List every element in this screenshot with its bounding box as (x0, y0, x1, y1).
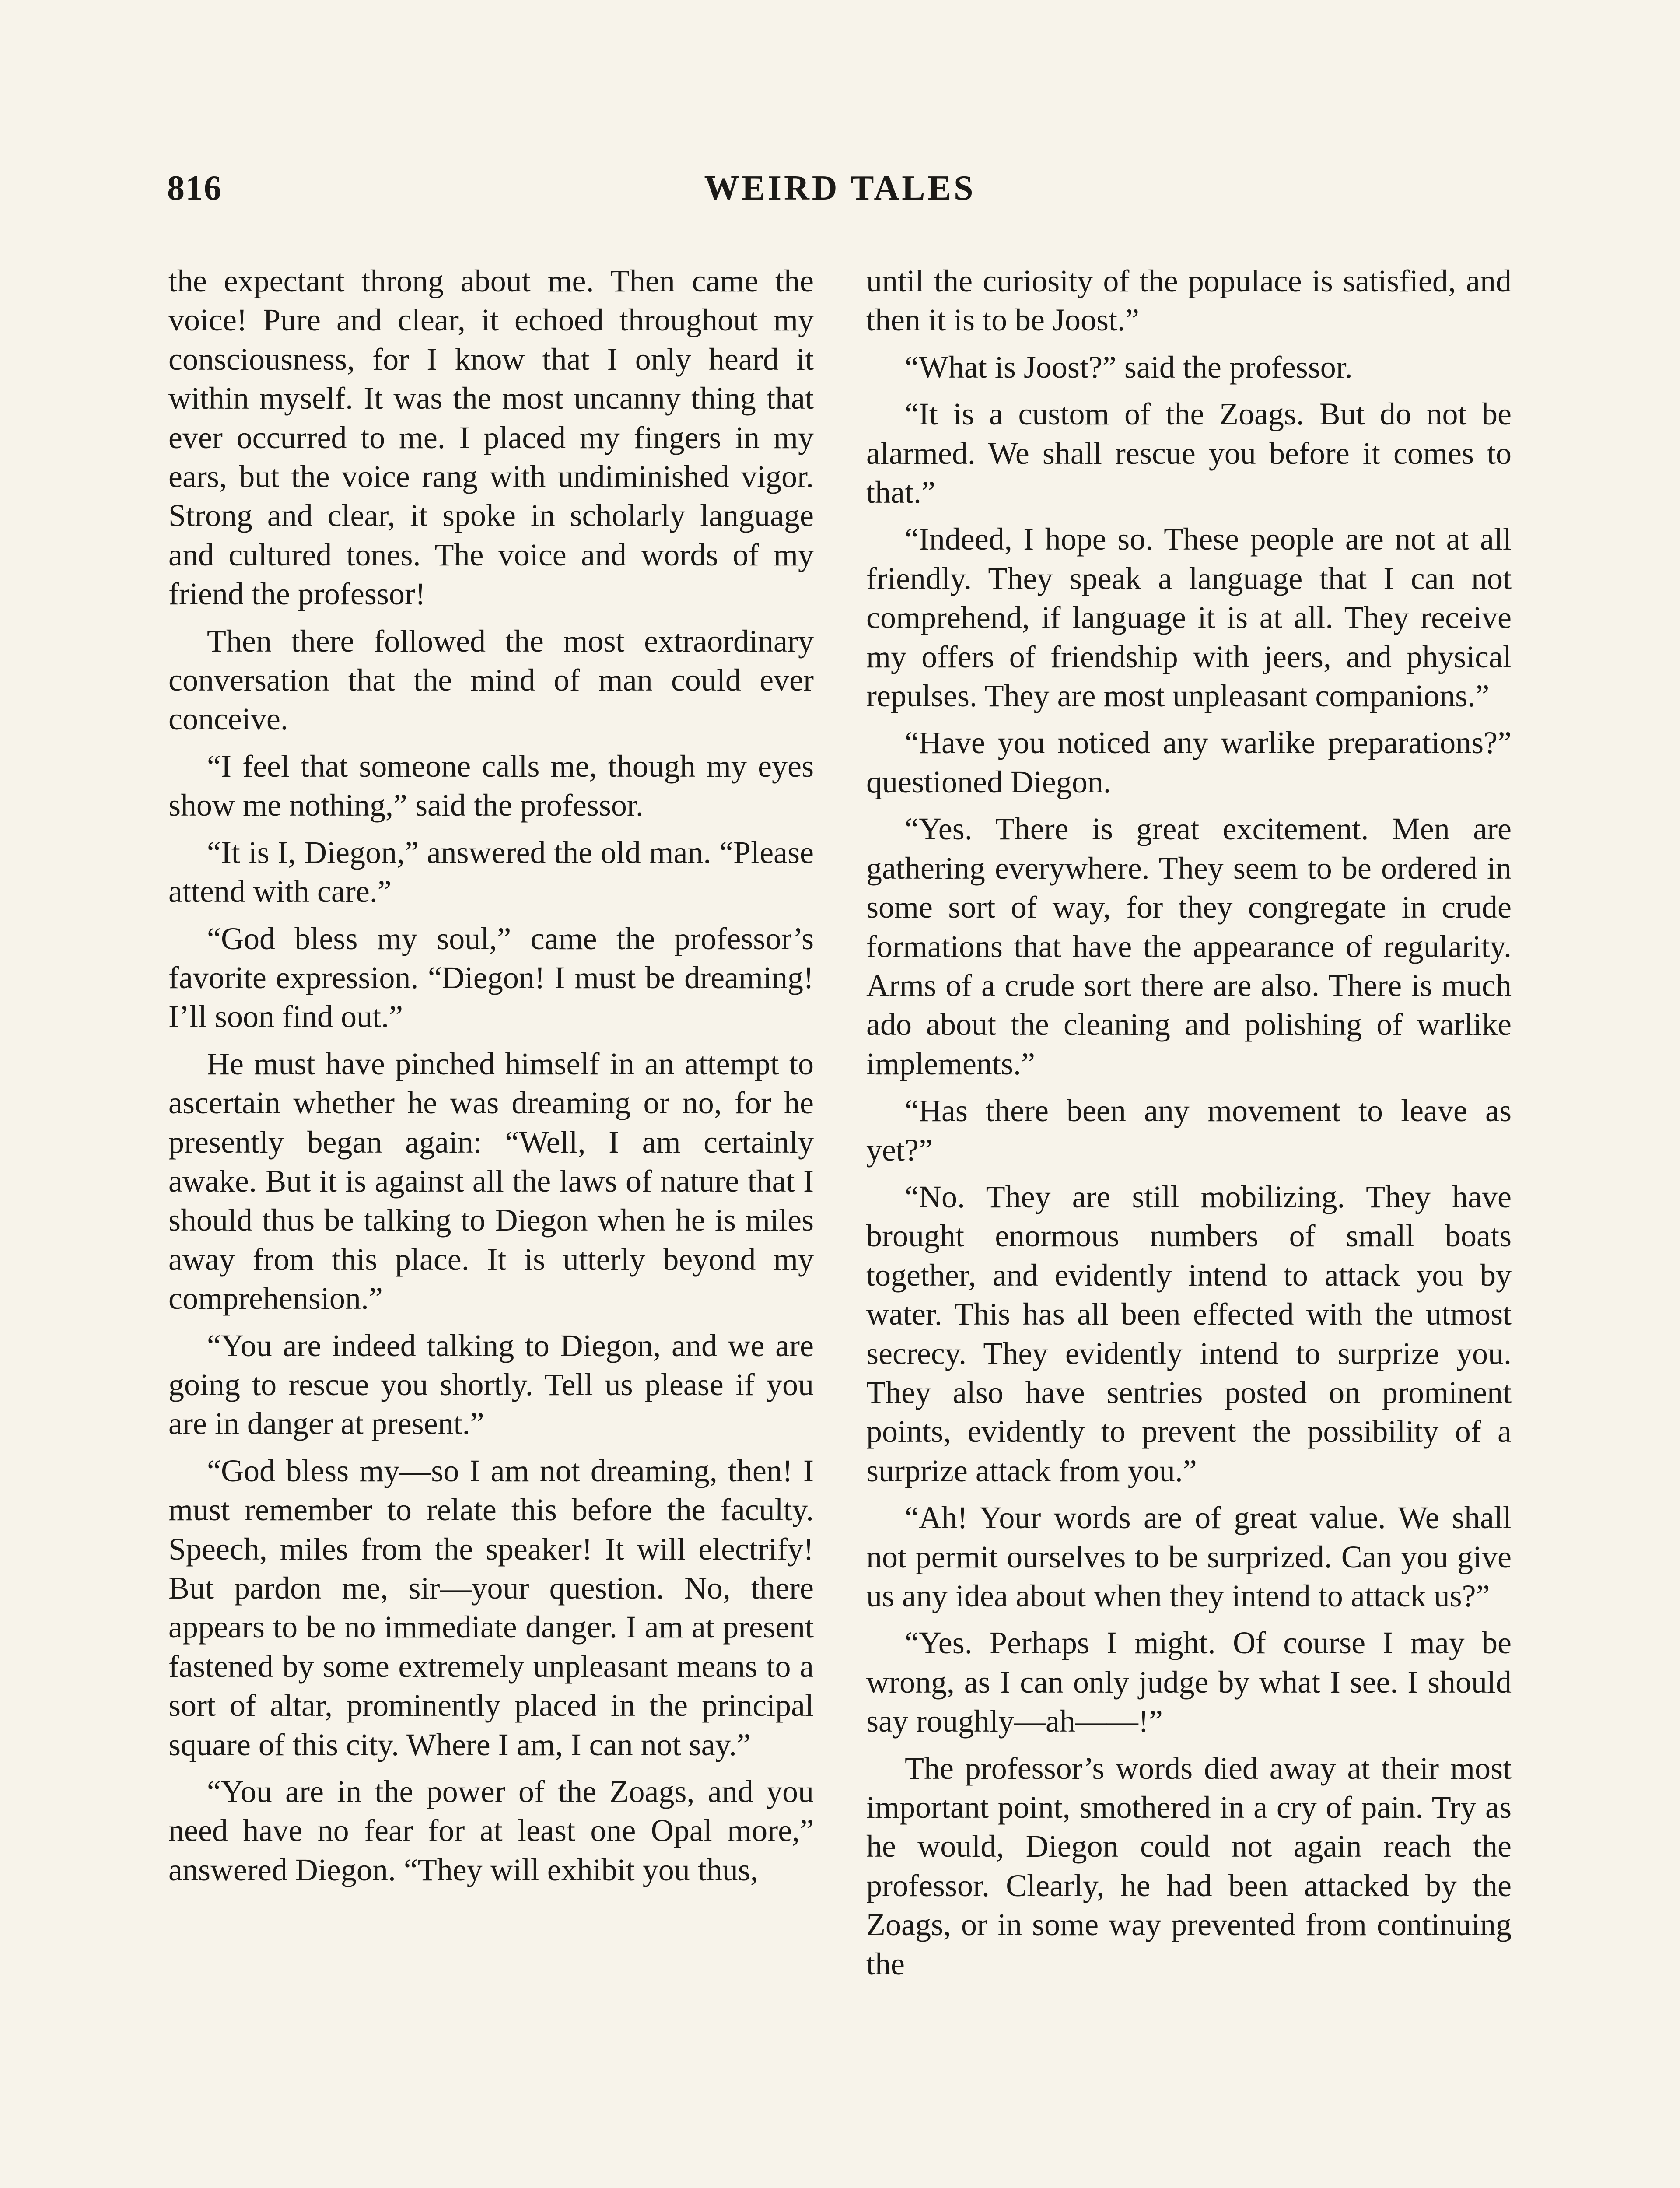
paragraph: Then there followed the most extraordinary conversation that the mind of man could ever conceive. (168, 623, 814, 737)
paragraph: “Yes. Perhaps I might. Of course I may be wrong, as I can only judge by what I see. I should say roughly—ah——!” (866, 1625, 1512, 1739)
paragraph: until the curiosity of the populace is satisfied, and then it is to be Joost.” (866, 263, 1512, 338)
page-number: 816 (167, 169, 222, 207)
paragraph: “It is I, Diegon,” answered the old man. “Please attend with care.” (168, 835, 814, 909)
paragraph: He must have pinched himself in an attempt to ascertain whether he was dreaming or no, for he presently began again: “Well, I am certainly awake. But it is against all the laws of nature that I should thus be talking to Diegon when he is miles away from this place. It is utterly beyond my comprehension.” (168, 1046, 814, 1316)
paragraph: “God bless my soul,” came the professor’s favorite expression. “Diegon! I must be dreaming! I’ll soon find out.” (168, 921, 814, 1034)
paragraph: “Yes. There is great excitement. Men are gathering everywhere. They seem to be ordered in some sort of way, for they congregate in crude formations that have the appearance of regularity. Arms of a crude sort there are also. There is much ado about the cleaning and polishing of warlike implements.” (866, 811, 1512, 1081)
paragraph: “You are indeed talking to Diegon, and we are going to rescue you shortly. Tell us please if you are in danger at present.” (168, 1328, 814, 1441)
paragraph: “God bless my—so I am not dreaming, then! I must remember to relate this before the faculty. Speech, miles from the speaker! It will electrify! But pardon me, sir—your question. No, there appears to be no immediate danger. I am at present fastened by some extremely unpleasant means to a sort of altar, prominently placed in the principal square of this city. Where I am, I can not say.” (168, 1453, 814, 1762)
paragraph: “Ah! Your words are of great value. We shall not permit ourselves to be surprized. Can you give us any idea about when they intend to attack us?” (866, 1500, 1512, 1613)
paragraph: “What is Joost?” said the professor. (905, 349, 1353, 385)
paragraph: “It is a custom of the Zoags. But do not be alarmed. We shall rescue you before it comes to that.” (866, 396, 1512, 510)
paragraph: “I feel that someone calls me, though my eyes show me nothing,” said the professor. (168, 748, 814, 823)
paragraph: “No. They are still mobilizing. They have brought enormous numbers of small boats together, and evidently intend to attack you by water. This has all been effected with the utmost secrecy. They evidently intend to surprize you. They also have sentries posted on prominent points, evidently to prevent the possibility of a surprize attack from you.” (866, 1179, 1512, 1488)
paragraph: The professor’s words died away at their most important point, smothered in a cry of pain. Try as he would, Diegon could not again reach the professor. Clearly, he had been attacked by the Zoags, or in some way prevented from continuing the (866, 1750, 1512, 1981)
left-column (168, 262, 814, 1897)
running-title: WEIRD TALES (704, 169, 976, 207)
right-column (866, 262, 1512, 1992)
page-header (167, 168, 1513, 217)
paragraph: “Has there been any movement to leave as yet?” (866, 1093, 1512, 1168)
paragraph: “You are in the power of the Zoags, and you need have no fear for at least one Opal more,” answered Diegon. “They will exhibit you thus, (168, 1774, 814, 1887)
paragraph: “Have you noticed any warlike preparations?” questioned Diegon. (866, 725, 1512, 799)
paragraph: the expectant throng about me. Then came the voice! Pure and clear, it echoed throughout my consciousness, for I know that I only heard it within myself. It was the most uncanny thing that ever occurred to me. I placed my fingers in my ears, but the voice rang with undiminished vigor. Strong and clear, it spoke in scholarly language and cultured tones. The voice and words of my friend the professor! (168, 263, 814, 612)
paragraph: “Indeed, I hope so. These people are not at all friendly. They speak a language that I can not comprehend, if language it is at all. They receive my offers of friendship with jeers, and physical repulses. They are most unpleasant companions.” (866, 522, 1512, 714)
